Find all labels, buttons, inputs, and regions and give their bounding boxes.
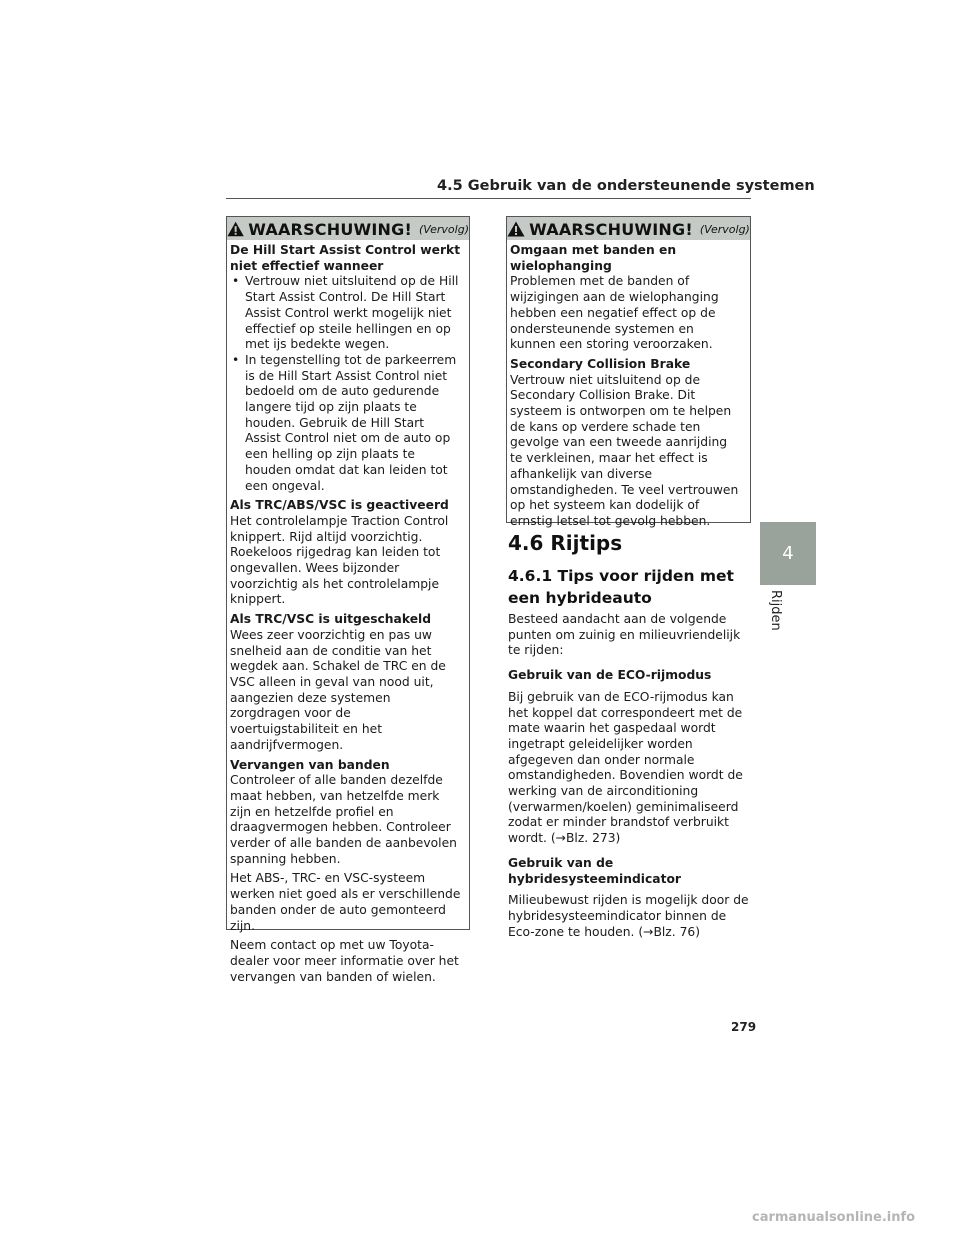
- bullet-text: In tegenstelling tot de parkeerrem is de Hill Start Assist Control niet bedoeld om de auto gedurende langere tijd op zijn plaats te houden. Gebruik de Hill Start Assist Control niet om de auto op een helling op zijn plaats te houden omdat dat kan leiden tot een ongeval.: [245, 352, 457, 493]
- paragraph: Wees zeer voorzichtig en pas uw snelheid aan de conditie van het wegdek aan. Schakel de TRC en de VSC alleen in geval van nood uit, aangezien deze systemen zorgdragen voor de voertuigstabiliteit en het aandrijfvermogen.: [230, 627, 446, 752]
- warning-title: WAARSCHUWING!: [529, 219, 693, 239]
- warning-triangle-icon: [227, 221, 244, 237]
- eco-mode-heading: Gebruik van de ECO-rijmodus: [508, 668, 712, 683]
- warning-header: [507, 217, 750, 240]
- paragraph: Bij gebruik van de ECO-rijmodus kan het koppel dat correspondeert met de mate waarin het gaspedaal wordt ingetrapt geleidelijker worden afgegeven dan onder normale omstandigheden. Bovendien wordt de werking van de airconditioning (verwarmen/koelen) geminimaliseerd zodat er minder brandstof verbruikt wordt. (→Blz. 273): [508, 689, 743, 846]
- section-body: [508, 612, 753, 949]
- warning-body: [507, 240, 750, 540]
- tyres-suspension-heading: Omgaan met banden en wielophanging: [510, 243, 677, 273]
- header-rule: [226, 198, 751, 199]
- paragraph: Het controlelampje Traction Control knippert. Rijd altijd voorzichtig. Roekeloos rijgedrag kan leiden tot ongevallen. Wees bijzonder voorzichtig als het controlelampje knippert.: [230, 513, 449, 607]
- list-item: [230, 353, 461, 494]
- warning-header: [227, 217, 469, 240]
- page-number: 279: [731, 1020, 757, 1034]
- warning-continued: (Vervolg): [418, 222, 469, 236]
- paragraph: Vertrouw niet uitsluitend op de Secondary Collision Brake. Dit systeem is ontworpen om te helpen de kans op verdere schade ten gevolge van een tweede aanrijding te verkleinen, maar het effect is afhankelijk van diverse omstandigheden. Te veel vertrouwen op het systeem kan dodelijk of ernstig letsel tot gevolg hebben.: [510, 372, 739, 528]
- paragraph: Neem contact op met uw Toyota-dealer voor meer informatie over het vervangen van banden of wielen.: [230, 938, 459, 984]
- chapter-number: 4: [782, 543, 794, 564]
- chapter-tab: [760, 522, 816, 585]
- paragraph: Controleer of alle banden dezelfde maat hebben, van hetzelfde merk zijn en hetzelfde profiel en draagvermogen hebben. Controleer verder of alle banden de aanbevolen spanning hebben.: [230, 773, 457, 866]
- paragraph: Milieubewust rijden is mogelijk door de hybridesysteemindicator binnen de Eco-zone te houden. (→Blz. 76): [508, 893, 749, 939]
- paragraph: Problemen met de banden of wijzigingen aan de wielophanging hebben een negatief effect op de ondersteunende systemen en kunnen een storing veroorzaken.: [510, 274, 719, 352]
- trc-vsc-off-heading: Als TRC/VSC is uitgeschakeld: [230, 612, 432, 627]
- hill-start-heading: De Hill Start Assist Control werkt niet effectief wanneer: [230, 243, 461, 273]
- bullet: •: [232, 352, 240, 367]
- watermark: carmanualsonline.info: [752, 1210, 916, 1225]
- secondary-collision-heading: Secondary Collision Brake: [510, 356, 691, 371]
- warning-box-right: [506, 216, 751, 528]
- bullet: •: [232, 274, 240, 289]
- hybrid-indicator-heading: Gebruik van de hybridesysteemindicator: [508, 855, 681, 886]
- tyre-replacement-heading: Vervangen van banden: [230, 757, 390, 772]
- list-item: [230, 274, 461, 353]
- chapter-label: Rijden: [768, 590, 783, 631]
- warning-body: [227, 240, 469, 995]
- section-title: 4.6 Rijtips: [508, 531, 623, 555]
- warning-title: WAARSCHUWING!: [248, 219, 412, 239]
- subsection-title: 4.6.1 Tips voor rijden met een hybrideauto: [508, 567, 734, 607]
- bullet-text: Vertrouw niet uitsluitend op de Hill Start Assist Control. De Hill Start Assist Control werkt mogelijk niet effectief op steile hellingen en op met ijs bedekte wegen.: [245, 274, 459, 352]
- trc-abs-vsc-heading: Als TRC/ABS/VSC is geactiveerd: [230, 498, 449, 513]
- running-header: 4.5 Gebruik van de ondersteunende systemen: [437, 178, 815, 194]
- warning-continued: (Vervolg): [699, 222, 750, 236]
- intro-paragraph: Besteed aandacht aan de volgende punten om zuinig en milieuvriendelijk te rijden:: [508, 612, 741, 658]
- warning-triangle-icon: [507, 221, 525, 237]
- paragraph: Het ABS-, TRC- en VSC-systeem werken niet goed als er verschillende banden onder de auto gemonteerd zijn.: [230, 871, 461, 933]
- warning-box-left: [226, 216, 470, 984]
